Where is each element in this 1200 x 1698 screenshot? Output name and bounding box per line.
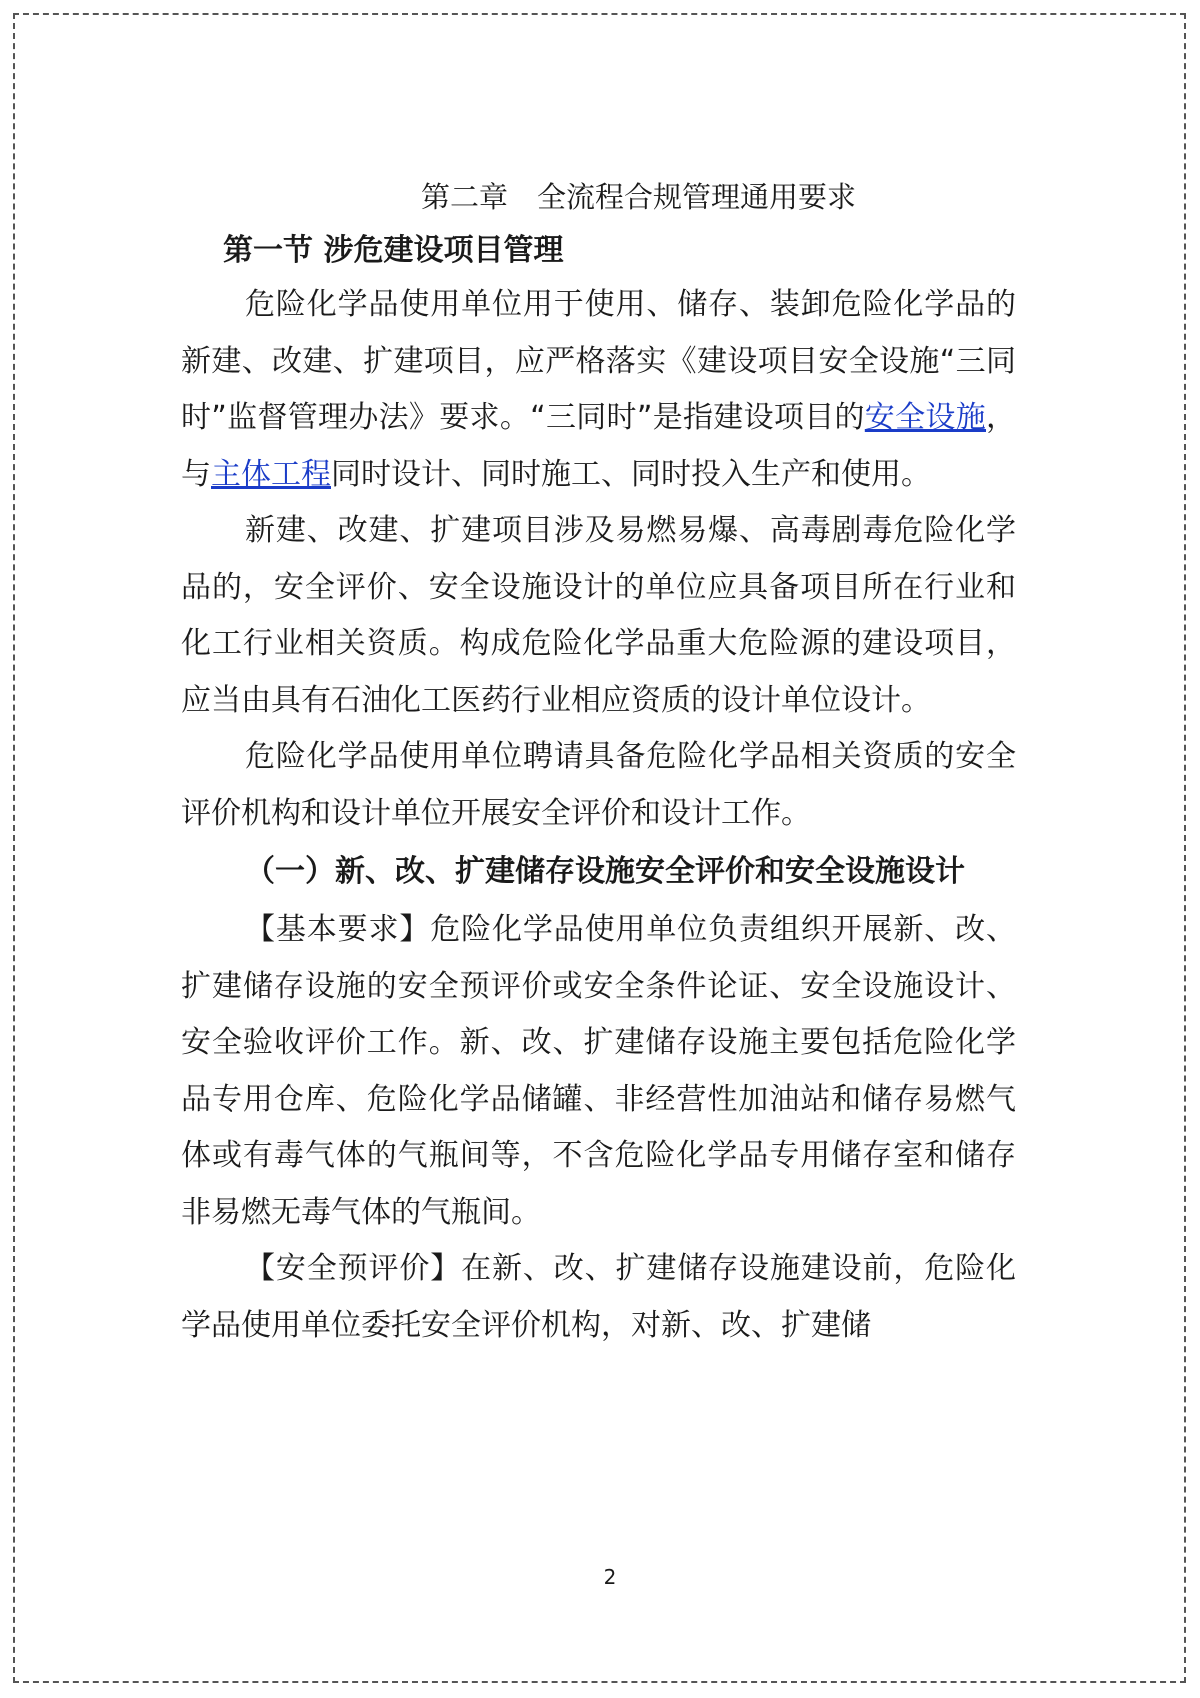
- section-title: 第一节 涉危建设项目管理: [223, 233, 564, 268]
- safety-facility-link[interactable]: 安全设施: [864, 400, 986, 435]
- page-number: 2: [603, 1565, 617, 1589]
- paragraph-2: 新建、改建、扩建项目涉及易燃易爆、高毒剧毒危险化学品的，安全评价、安全设施设计的单位应具备项目所在行业和化工行业相关资质。构成危险化学品重大危险源的建设项目，应当由具有石油化工医药行业相应资质的设计单位设计。: [181, 513, 1016, 718]
- paragraph-1-text-b: ，与: [181, 400, 1016, 492]
- paragraph-1-text-c: 同时设计、同时施工、同时投入生产和使用。: [331, 456, 931, 492]
- subsection-title: （一）新、改、扩建储存设施安全评价和安全设施设计: [245, 854, 965, 889]
- paragraph-5: 【安全预评价】在新、改、扩建储存设施建设前，危险化学品使用单位委托安全评价机构，对新、改、扩建储: [181, 1251, 1016, 1343]
- paragraph-3: 危险化学品使用单位聘请具备危险化学品相关资质的安全评价机构和设计单位开展安全评价和设计工作。: [181, 739, 1016, 831]
- document-body: [181, 175, 1016, 1354]
- main-project-link[interactable]: 主体工程: [211, 456, 331, 492]
- paragraph-4: 【基本要求】危险化学品使用单位负责组织开展新、改、扩建储存设施的安全预评价或安全条件论证、安全设施设计、安全验收评价工作。新、改、扩建储存设施主要包括危险化学品专用仓库、危险化学品储罐、非经营性加油站和储存易燃气体或有毒气体的气瓶间等，不含危险化学品专用储存室和储存非易燃无毒气体的气瓶间。: [181, 912, 1016, 1230]
- paragraph-1: [181, 277, 1016, 503]
- chapter-title: 第二章 全流程合规管理通用要求: [420, 180, 856, 214]
- paragraph-1-text-a: 危险化学品使用单位用于使用、储存、装卸危险化学品的新建、改建、扩建项目，应严格落实《建设项目安全设施“三同时”监督管理办法》要求。“三同时”是指建设项目的: [181, 287, 1016, 435]
